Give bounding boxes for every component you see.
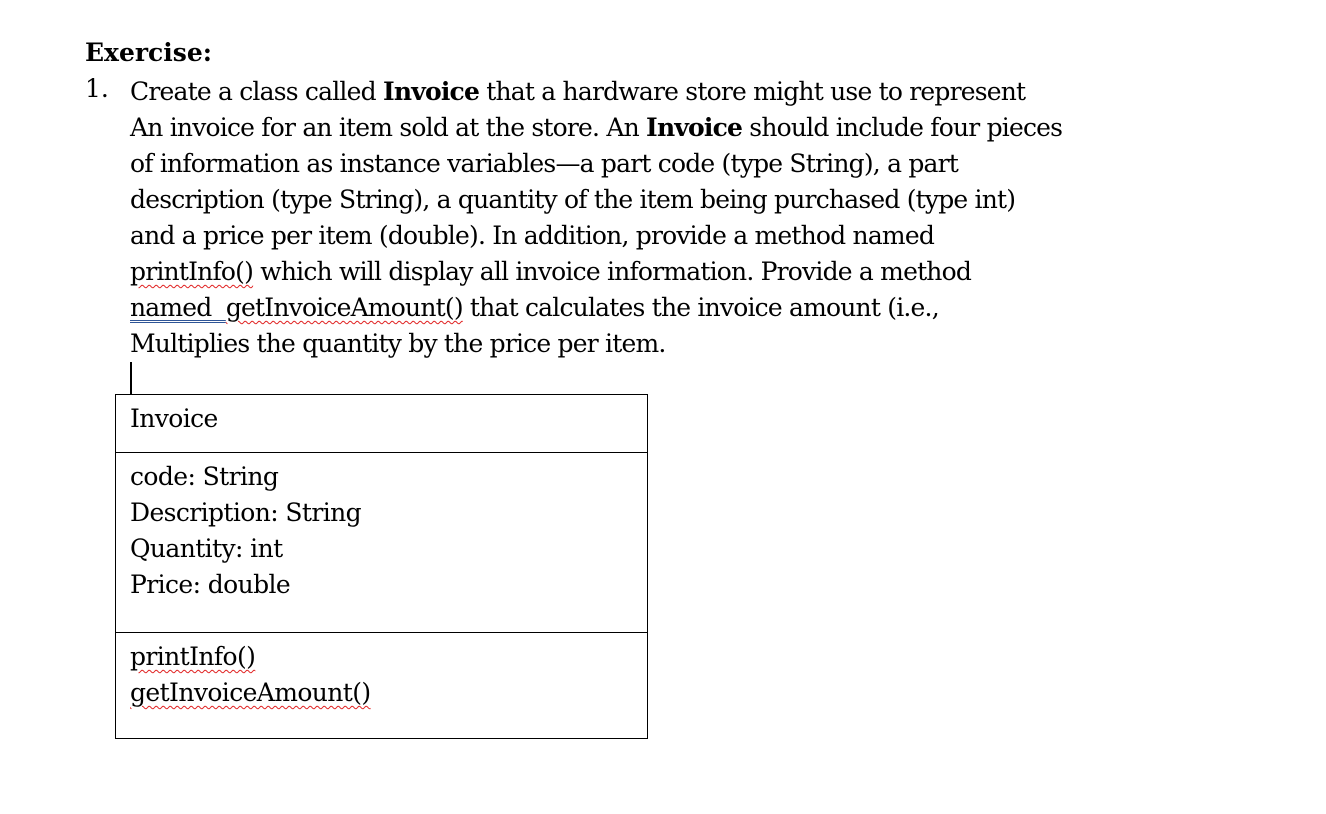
uml-class-name: Invoice [130, 404, 218, 433]
paragraph-line [130, 254, 1210, 290]
exercise-heading: Exercise: [85, 38, 212, 67]
grammar-flagged-word: named [130, 293, 212, 322]
paragraph-line [130, 290, 1210, 326]
paragraph-line [130, 74, 1210, 110]
list-item-number: 1. [85, 74, 109, 103]
uml-attribute: code: String [130, 462, 279, 491]
exercise-paragraph [130, 74, 1210, 362]
paragraph-line: description (type String), a quantity of the item being purchased (type int) [130, 185, 1016, 214]
paragraph-line: of information as instance variables—a part code (type String), a part [130, 149, 959, 178]
paragraph-line [130, 110, 1210, 146]
uml-method-name: getInvoiceAmount() [130, 678, 371, 707]
grammar-flagged-space [212, 293, 226, 322]
text-cursor [130, 362, 132, 394]
paragraph-line: and a price per item (double). In addition, provide a method named [130, 221, 935, 250]
paragraph-text: should include four pieces [742, 113, 1063, 142]
bold-class-name: Invoice [646, 113, 743, 142]
paragraph-line: Multiplies the quantity by the price per item. [130, 329, 666, 358]
uml-method [130, 675, 647, 711]
uml-class-name-section [116, 395, 647, 453]
uml-attribute: Quantity: int [130, 534, 283, 563]
uml-attribute: Description: String [130, 498, 362, 527]
uml-method-name: printInfo() [130, 642, 256, 671]
bold-class-name: Invoice [382, 77, 480, 106]
paragraph-text: Create a class called [130, 77, 383, 106]
paragraph-text: that a hardware store might use to represent [479, 77, 1026, 106]
paragraph-text: which will display all invoice information. Provide a method [253, 257, 972, 286]
uml-attribute: Price: double [130, 570, 291, 599]
paragraph-text: An invoice for an item sold at the store. An [130, 113, 647, 142]
uml-methods-section [116, 633, 647, 738]
spellcheck-word: getInvoiceAmount() [225, 293, 463, 322]
uml-class-diagram [115, 394, 648, 739]
spellcheck-word: printInfo() [130, 257, 254, 286]
uml-attributes-section [116, 453, 647, 633]
paragraph-text: that calculates the invoice amount (i.e., [462, 293, 939, 322]
uml-method [130, 639, 647, 675]
